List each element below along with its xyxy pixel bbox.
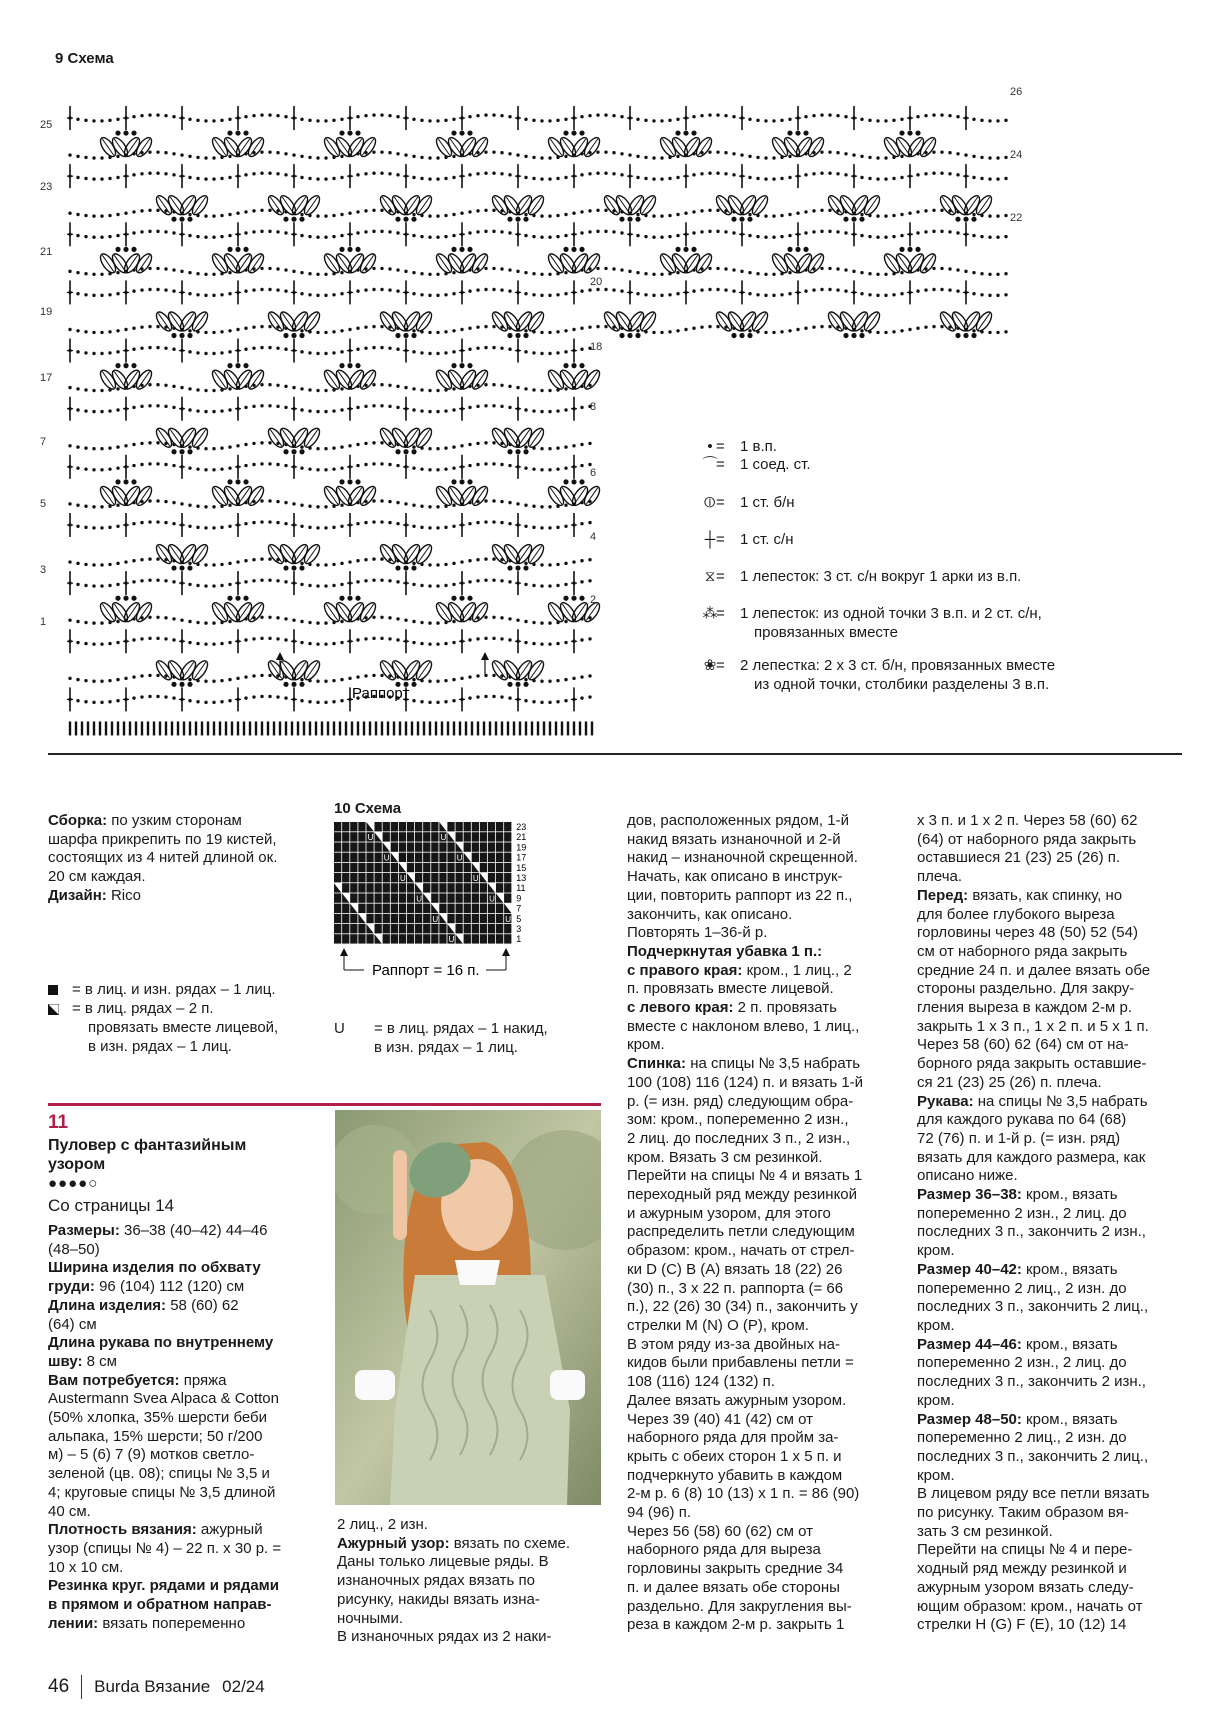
- row-number-left: 1: [40, 616, 47, 628]
- dot-icon: •: [707, 438, 713, 455]
- petal-motif: [602, 193, 659, 221]
- text-line: наборного ряда для пройм за-: [627, 1429, 839, 1447]
- text-line: закончить, как описано.: [627, 905, 793, 923]
- petal-motif: [938, 193, 995, 221]
- row-number-right: 24: [1010, 149, 1023, 161]
- text-line: вместе с наклоном влево, 1 лиц.,: [627, 1017, 860, 1035]
- petal-icon: ⧖: [704, 568, 716, 585]
- difficulty-rating: ●●●●○: [48, 1175, 99, 1192]
- row-number-left: 23: [40, 181, 53, 193]
- assembly-block: Сборка: по узким сторонам шарфа прикрепить по 19 кистей, состоящих из 4 нитей длиной ок. 20 см каждая. Дизайн: Rico: [48, 812, 278, 904]
- text-line: распределить петли следующим: [627, 1223, 855, 1241]
- petal-motif: [714, 310, 771, 338]
- petal-motif: [154, 310, 211, 338]
- text-line: образом: кром., начать от стрел-: [627, 1242, 855, 1260]
- crochet-chart-9: [30, 70, 1170, 740]
- text-line: ночными.: [337, 1609, 404, 1627]
- text-line: кром.: [917, 1466, 955, 1484]
- text-line: описано ниже.: [917, 1167, 1018, 1185]
- article-accent-line: [48, 1103, 601, 1106]
- text-line: Через 39 (40) 41 (42) см от: [627, 1410, 813, 1428]
- text-line: Резинка круг. рядами и рядами: [48, 1577, 279, 1595]
- row-number: 9: [516, 893, 522, 904]
- article-col4: [917, 812, 1197, 1635]
- row-number-right: 4: [590, 531, 597, 543]
- article-col3: [627, 812, 907, 1635]
- text-line: с левого края: 2 п. провязать: [627, 999, 837, 1017]
- text-line: Через 56 (58) 60 (62) см от: [627, 1522, 813, 1540]
- svg-text:U: U: [440, 833, 447, 843]
- text-line: наборного ряда для выреза: [627, 1541, 821, 1559]
- row-number-right: 26: [1010, 86, 1023, 98]
- text-line: лении: вязать попеременно: [48, 1614, 246, 1632]
- text-line: Размер 44–46: кром., вязать: [917, 1335, 1118, 1353]
- row-number-right: 8: [590, 401, 597, 413]
- text-line: см от наборного ряда закрыть: [917, 942, 1128, 960]
- text-line: с правого края: кром., 1 лиц., 2: [627, 961, 852, 979]
- text-line: зеленой (цв. 08); спицы № 3,5 и: [48, 1465, 270, 1483]
- text-line: ходный ряд между резинкой и: [917, 1560, 1127, 1578]
- petal-motif: [490, 658, 547, 686]
- text-line: зом: кром., попеременно 2 изн.,: [627, 1111, 849, 1129]
- yarn-over-icon: U: [334, 1020, 345, 1037]
- post-row: [67, 629, 577, 653]
- from-page: Со страницы 14: [48, 1196, 175, 1215]
- text-line: р. (= изн. ряд) следующим обра-: [627, 1092, 854, 1110]
- sc-icon: ⦶: [704, 494, 716, 511]
- text-line: Размер 36–38: кром., вязать: [917, 1186, 1118, 1204]
- text-line: х 3 п. и 1 х 2 п. Через 58 (60) 62: [917, 812, 1138, 829]
- chain-row: [68, 150, 1007, 159]
- row-number-right: 20: [590, 276, 603, 288]
- text-line: 94 (96) п.: [627, 1504, 691, 1522]
- row-number-left: 5: [40, 498, 47, 510]
- petal-motif: [490, 426, 547, 454]
- text-line: 4; круговые спицы № 3,5 длиной: [48, 1483, 276, 1501]
- k2tog-icon: [48, 1004, 59, 1015]
- row-number: 1: [516, 934, 522, 945]
- text-line: Austermann Svea Alpaca & Cotton: [48, 1390, 279, 1408]
- text-line: ки D (C) B (A) вязать 18 (22) 26: [627, 1260, 843, 1278]
- rapport-label: Раппорт: [352, 685, 410, 702]
- chain-arc-row: [68, 695, 591, 704]
- text-line: вязать для каждого размера, как: [917, 1148, 1146, 1166]
- text-line: Рукава: на спицы № 3,5 набрать: [917, 1092, 1148, 1110]
- text-line: последних 3 п., закончить 2 изн.,: [917, 1223, 1146, 1241]
- row-number: 3: [516, 924, 522, 934]
- text-line: п. и далее вязать обе стороны: [627, 1578, 840, 1596]
- text-line: кидов были прибавлены петли =: [627, 1354, 854, 1372]
- chain-arc-row: [68, 113, 1007, 122]
- text-line: Длина изделия: 58 (60) 62: [48, 1296, 239, 1314]
- text-line: Повторять 1–36-й р.: [627, 924, 768, 942]
- text-line: узор (спицы № 4) – 22 п. х 30 р. =: [48, 1539, 282, 1557]
- row-number-left: 25: [40, 119, 53, 131]
- row-number: 21: [516, 832, 527, 843]
- text-line: кром.: [917, 1316, 955, 1334]
- text-line: Вам потребуется: пряжа: [48, 1371, 227, 1389]
- text-line: накид – изнаночной скрещенной.: [627, 849, 858, 867]
- text-line: альпака, 15% шерсти; 50 г/200: [48, 1427, 263, 1445]
- text-line: Через 58 (60) 62 (64) см от на-: [917, 1036, 1129, 1054]
- svg-text:U: U: [448, 935, 455, 945]
- text-line: последних 3 п., закончить 2 лиц.,: [917, 1447, 1149, 1465]
- text-line: по рисунку. Таким образом вя-: [917, 1504, 1129, 1522]
- petal-motif: [602, 310, 659, 338]
- row-number-left: 7: [40, 436, 47, 448]
- article-title: Пуловер с фантазийным узором: [48, 1137, 247, 1173]
- row-number: 11: [516, 883, 526, 894]
- petal-motif: [826, 310, 883, 338]
- row-number: 7: [516, 903, 522, 914]
- row-number-right: 18: [590, 341, 603, 353]
- text-line: попеременно 2 лиц., 2 изн. до: [917, 1279, 1127, 1297]
- text-line: раздельно. Для закругления вы-: [627, 1597, 852, 1615]
- post-row: [67, 571, 577, 595]
- text-line: кром.: [627, 1036, 665, 1054]
- scheme9-title: 9 Схема: [55, 50, 114, 67]
- text-line: и ажурным узором, для этого: [627, 1204, 831, 1222]
- text-line: Перед: вязать, как спинку, но: [917, 886, 1123, 904]
- text-line: (30) п., 3 х 22 п. раппорта (= 66: [627, 1279, 844, 1297]
- post-row: [67, 106, 969, 130]
- svg-text:U: U: [400, 874, 406, 883]
- text-line: ся 21 (23) 25 (26) п. плеча.: [917, 1073, 1102, 1091]
- text-line: Размеры: 36–38 (40–42) 44–46: [48, 1222, 268, 1239]
- text-line: последних 3 п., закончить 2 изн.,: [917, 1373, 1146, 1391]
- svg-text:U: U: [432, 914, 439, 924]
- row-number-right: 22: [1010, 212, 1023, 224]
- petal2-icon: ⁂: [702, 605, 718, 622]
- petal-motif: [266, 542, 323, 570]
- petal-motif: [714, 193, 771, 221]
- text-line: В изнаночных рядах из 2 наки-: [337, 1628, 552, 1646]
- chain-arc-row: [68, 288, 1007, 297]
- text-line: борного ряда закрыть оставшие-: [917, 1055, 1147, 1073]
- text-line: 108 (116) 124 (132) п.: [627, 1373, 775, 1391]
- magazine-name: Burda Вязание: [94, 1677, 211, 1696]
- text-line: Плотность вязания: ажурный: [48, 1521, 263, 1539]
- petal-motif: [266, 426, 323, 454]
- text-line: (48–50): [48, 1240, 100, 1258]
- text-line: подчеркнуто убавить в каждом: [627, 1466, 843, 1484]
- text-line: Далее вязать ажурным узором.: [627, 1391, 847, 1409]
- chain-arc-row: [68, 172, 1007, 181]
- petal-motif: [154, 426, 211, 454]
- foundation-row: [70, 721, 592, 735]
- text-line: гления выреза в каждом 2-м р.: [917, 999, 1132, 1017]
- text-line: (50% хлопка, 35% шерсти беби: [48, 1409, 268, 1427]
- post-row: [67, 164, 969, 188]
- text-line: средние 24 п. и далее вязать обе: [917, 961, 1151, 979]
- text-line: горловины через 48 (50) 52 (54): [917, 924, 1138, 942]
- text-line: ющим образом: кром., начать от: [917, 1597, 1143, 1615]
- text-line: Перейти на спицы № 4 и пере-: [917, 1541, 1133, 1559]
- petal-motif: [378, 658, 435, 686]
- chain-arc-row: [68, 346, 591, 355]
- text-line: для каждого рукава по 64 (68): [917, 1111, 1127, 1129]
- text-line: (64) см: [48, 1315, 97, 1333]
- text-line: кром. Вязать 3 см резинкой.: [627, 1148, 823, 1166]
- text-line: шву: 8 см: [48, 1352, 117, 1370]
- text-line: п. провязать вместе лицевой.: [627, 980, 834, 998]
- row-number: 5: [516, 913, 522, 924]
- text-line: 100 (108) 116 (124) п. и вязать 1-й: [627, 1073, 864, 1091]
- text-line: 72 (76) п. и 1-й р. (= изн. ряд): [917, 1129, 1121, 1147]
- chain-arc-row: [68, 230, 1007, 239]
- svg-text:U: U: [367, 833, 374, 843]
- post-row: [67, 280, 969, 304]
- petal-motif: [154, 658, 211, 686]
- text-line: зать 3 см резинкой.: [917, 1522, 1053, 1540]
- article-col2: [337, 1516, 617, 1647]
- section-divider: [48, 753, 1182, 755]
- text-line: Ажурный узор: вязать по схеме.: [337, 1534, 571, 1552]
- text-line: (64) от наборного ряда закрыть: [917, 830, 1137, 848]
- petal-motif: [378, 426, 435, 454]
- text-line: плеча.: [917, 868, 963, 886]
- text-line: в прямом и обратном направ-: [48, 1596, 272, 1614]
- chain-arc-row: [68, 520, 591, 529]
- text-line: Спинка: на спицы № 3,5 набрать: [627, 1055, 861, 1073]
- svg-text:U: U: [416, 894, 422, 904]
- post-row: [67, 513, 577, 537]
- issue: 02/24: [222, 1677, 265, 1696]
- text-line: Длина рукава по внутреннему: [48, 1334, 274, 1352]
- row-number-right: 2: [590, 594, 597, 606]
- rapport-label-10: Раппорт = 16 п.: [372, 962, 480, 979]
- text-line: Перейти на спицы № 4 и вязать 1: [627, 1167, 863, 1185]
- text-line: последних 3 п., закончить 2 лиц.,: [917, 1298, 1149, 1316]
- two-petals-icon: ❀: [703, 657, 717, 674]
- chain-arc-row: [68, 404, 591, 413]
- text-line: груди: 96 (104) 112 (120) см: [48, 1278, 245, 1296]
- text-line: кром.: [917, 1391, 955, 1409]
- rapport-arrow-right: [481, 652, 489, 675]
- text-line: Размер 40–42: кром., вязать: [917, 1260, 1118, 1278]
- row-number-left: 3: [40, 564, 47, 576]
- text-line: реза в каждом 2-м р. закрыть 1: [627, 1616, 845, 1634]
- row-number: 23: [516, 822, 527, 832]
- text-line: стрелки H (G) F (E), 10 (12) 14: [917, 1616, 1127, 1634]
- text-line: закрыть 1 х 3 п., 1 х 2 п. и 5 х 1 п.: [917, 1017, 1149, 1035]
- scheme10-legend-left: = в лиц. и изн. рядах – 1 лиц. = в лиц. рядах – 2 п. провязать вместе лицевой, в изн. рядах – 1 лиц.: [48, 981, 338, 1056]
- row-number: 19: [516, 842, 527, 853]
- petal-motif: [378, 310, 435, 338]
- knit-grid: [334, 822, 511, 944]
- text-line: 2-м р. 6 (8) 10 (13) х 1 п. = 86 (90): [627, 1485, 860, 1503]
- petal-motif: [490, 310, 547, 338]
- petal-motif: [938, 310, 995, 338]
- petal-motif: [378, 542, 435, 570]
- text-line: Ширина изделия по обхвату: [48, 1259, 261, 1277]
- text-line: дов, расположенных рядом, 1-й: [627, 812, 849, 829]
- chain-arc-row: [68, 578, 591, 587]
- text-line: м) – 5 (6) 7 (9) мотков светло-: [48, 1446, 255, 1464]
- post-row: [67, 455, 577, 479]
- text-line: стороны раздельно. Для закру-: [917, 980, 1135, 998]
- text-line: 10 х 10 см.: [48, 1558, 124, 1576]
- row-number-left: 21: [40, 246, 53, 258]
- text-line: 2 лиц. до последних 3 п., 2 изн.,: [627, 1129, 851, 1147]
- page-footer: [48, 1675, 265, 1699]
- text-line: 2 лиц., 2 изн.: [337, 1516, 428, 1533]
- text-line: ажурным узором вязать следу-: [917, 1578, 1134, 1596]
- text-line: п.), 22 (26) 30 (34) п., закончить у: [627, 1298, 858, 1316]
- text-line: переходный ряд между резинкой: [627, 1186, 858, 1204]
- chain-row: [68, 267, 1007, 276]
- post-row: [67, 397, 577, 421]
- text-line: Размер 48–50: кром., вязать: [917, 1410, 1118, 1428]
- article-specs: [48, 1222, 328, 1633]
- slip-stitch-icon: ⌒: [702, 456, 718, 473]
- text-line: для более глубокого выреза: [917, 905, 1115, 923]
- text-line: изнаночных рядах вязать по: [337, 1572, 535, 1590]
- article-number: 11: [48, 1112, 69, 1133]
- text-line: попеременно 2 изн., 2 лиц. до: [917, 1354, 1127, 1372]
- petal-motif: [266, 310, 323, 338]
- text-line: Даны только лицевые ряды. В: [337, 1553, 549, 1571]
- svg-text:U: U: [383, 853, 390, 863]
- petal-motif: [490, 542, 547, 570]
- scheme10-title: 10 Схема: [334, 800, 402, 817]
- svg-text:U: U: [456, 853, 463, 863]
- post-row: [67, 339, 577, 363]
- text-line: попеременно 2 изн., 2 лиц. до: [917, 1204, 1127, 1222]
- petal-motif: [154, 193, 211, 221]
- text-line: В лицевом ряду все петли вязать: [917, 1485, 1150, 1503]
- text-line: Начать, как описано в инструк-: [627, 868, 843, 886]
- text-line: 40 см.: [48, 1502, 91, 1520]
- text-line: Подчеркнутая убавка 1 п.:: [627, 942, 823, 960]
- petal-motif: [154, 542, 211, 570]
- row-number: 17: [516, 852, 527, 863]
- text-line: рисунку, накиды вязать изна-: [337, 1590, 540, 1608]
- model-photo: [335, 1110, 601, 1505]
- svg-text:U: U: [489, 894, 495, 904]
- row-number-left: 19: [40, 306, 53, 318]
- petal-motif: [490, 193, 547, 221]
- row-number: 15: [516, 862, 527, 873]
- chain-arc-row: [68, 637, 591, 646]
- petal-motif: [378, 193, 435, 221]
- post-row: [67, 222, 969, 246]
- text-line: оставшиеся 21 (23) 25 (26) п.: [917, 849, 1121, 867]
- row-number-right: 6: [590, 467, 597, 479]
- text-line: В этом ряду из-за двойных на-: [627, 1335, 841, 1353]
- text-line: горловины закрыть средние 34: [627, 1560, 844, 1578]
- text-line: стрелки M (N) O (P), кром.: [627, 1316, 809, 1334]
- petal-motif: [266, 193, 323, 221]
- text-line: крыть с обеих сторон 1 х 5 п. и: [627, 1447, 842, 1465]
- knit-chart-10: [334, 822, 574, 992]
- chain-arc-row: [68, 462, 591, 471]
- petal-motif: [266, 658, 323, 686]
- dc-icon: ┼: [704, 531, 716, 548]
- row-number: 13: [516, 873, 527, 883]
- post-row: [67, 687, 577, 711]
- text-line: ции, повторить раппорт из 22 п.,: [627, 886, 853, 904]
- text-line: попеременно 2 лиц., 2 изн. до: [917, 1429, 1127, 1447]
- petal-motif: [826, 193, 883, 221]
- svg-text:U: U: [505, 914, 512, 924]
- text-line: кром.: [917, 1242, 955, 1260]
- svg-text:U: U: [472, 874, 479, 883]
- scheme10-u-legend: U = в лиц. рядах – 1 накид, в изн. рядах – 1 лиц.: [334, 1020, 548, 1056]
- knit-square-icon: [48, 985, 58, 995]
- text-line: накид вязать изнаночной и 2-й: [627, 830, 841, 848]
- row-number-left: 17: [40, 372, 53, 384]
- page-number: 46: [48, 1676, 70, 1697]
